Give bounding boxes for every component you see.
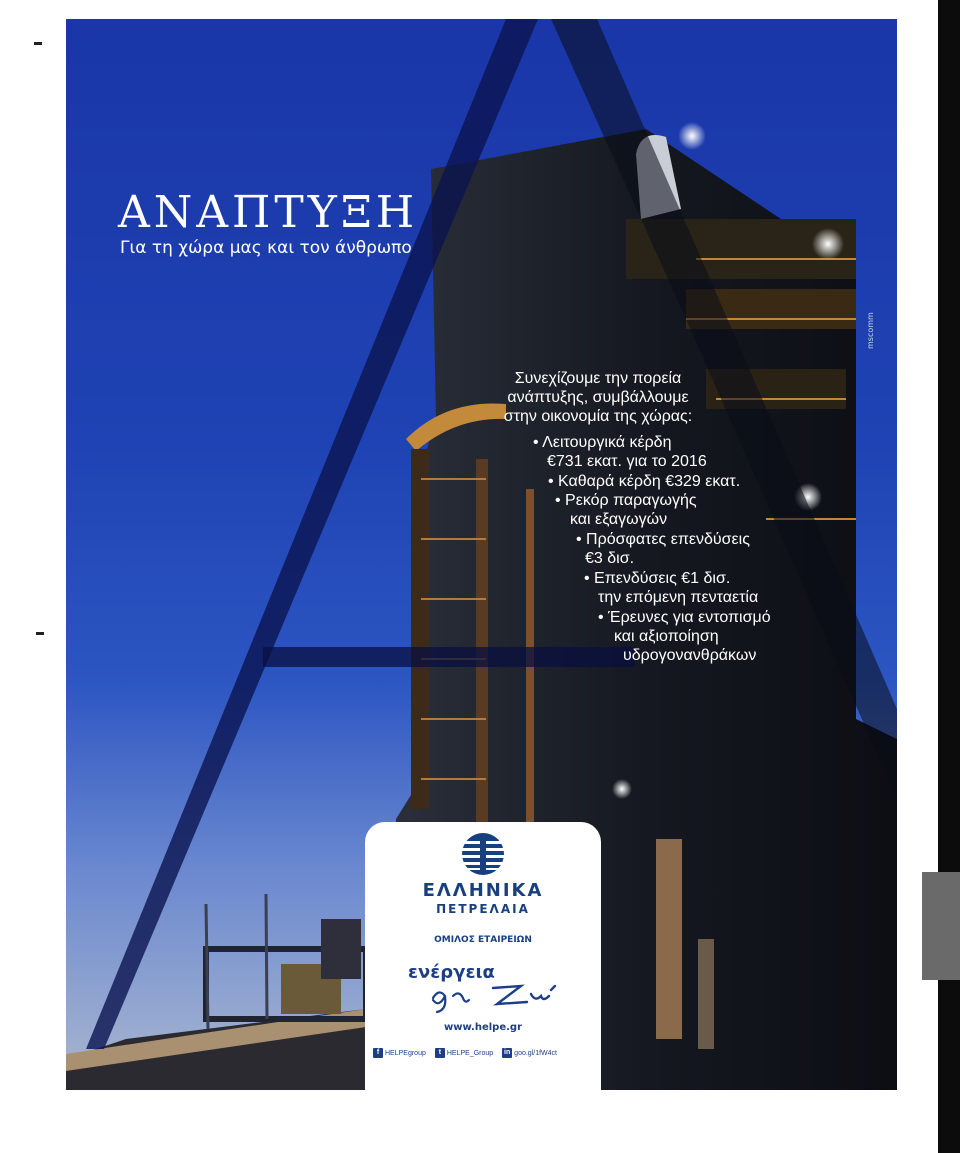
scan-speck (36, 632, 44, 635)
highlight-line: • Λειτουργικά κέρδη (533, 434, 672, 451)
highlight-line: • Επενδύσεις €1 δισ. (584, 570, 731, 587)
lamp-post (266, 894, 267, 1019)
intro-text (503, 369, 693, 426)
linkedin-url: goo.gl/1fW4ct (514, 1049, 557, 1057)
letter-a-crossbar (263, 647, 635, 667)
floodlight (812, 228, 844, 260)
intro-line: ανάπτυξης, συμβάλλουμε (507, 389, 689, 406)
pipe-column (698, 939, 714, 1049)
scan-edge (938, 0, 960, 1153)
twitter-icon: t (435, 1048, 445, 1058)
highlight-line: υδρογονανθράκων (623, 647, 757, 664)
linkedin-icon: in (504, 1049, 511, 1056)
headline: ΑΝΑΠΤΥΞΗ (118, 187, 419, 238)
tagline: ενέργεια (408, 962, 495, 983)
highlight-line: • Πρόσφατες επενδύσεις (576, 531, 750, 548)
highlight-line: • Καθαρά κέρδη €329 εκατ. (548, 473, 741, 490)
brand-name: ΕΛΛΗΝΙΚΑ (422, 880, 544, 901)
pipe-column (411, 449, 429, 809)
highlight-line: €731 εκατ. για το 2016 (547, 453, 707, 470)
intro-line: στην οικονομία της χώρας: (503, 408, 693, 425)
helpe-logo-icon (461, 832, 505, 876)
twitter-link[interactable] (435, 1048, 493, 1058)
facebook-icon: f (373, 1048, 383, 1058)
linkedin-link[interactable] (502, 1048, 557, 1058)
scan-speck (34, 42, 42, 45)
signature-script (423, 980, 563, 1014)
highlight-line: και εξαγωγών (570, 511, 668, 528)
website-link[interactable]: www.helpe.gr (443, 1022, 523, 1033)
highlight-line: • Ρεκόρ παραγωγής (555, 492, 697, 509)
foreground-block (321, 919, 361, 979)
intro-line: Συνεχίζουμε την πορεία (514, 370, 682, 387)
facebook-handle: HELPEgroup (385, 1049, 426, 1057)
group-label: ΟΜΙΛΟΣ ΕΤΑΙΡΕΙΩΝ (434, 935, 532, 945)
lamp-post (206, 904, 208, 1029)
highlight-line: • Έρευνες για εντοπισμό (598, 609, 771, 626)
highlight-line: €3 δισ. (585, 550, 635, 567)
floodlight (678, 122, 706, 150)
advertisement (66, 19, 897, 1090)
highlight-line: και αξιοποίηση (614, 628, 719, 645)
scan-marker (922, 872, 960, 980)
pipe-column (656, 839, 682, 1039)
agency-credit: mscomm (866, 312, 875, 349)
twitter-handle: HELPE_Group (446, 1049, 494, 1057)
social-links (373, 1048, 599, 1058)
brand-name-secondary: ΠΕΤΡΕΛΑΙΑ (436, 902, 530, 916)
highlight-line: την επόμενη πενταετία (598, 589, 759, 606)
subheadline: Για τη χώρα μας και τον άνθρωπο (120, 238, 412, 258)
facebook-link[interactable] (373, 1048, 426, 1058)
floodlight (612, 779, 632, 799)
logo-panel (365, 822, 601, 1090)
